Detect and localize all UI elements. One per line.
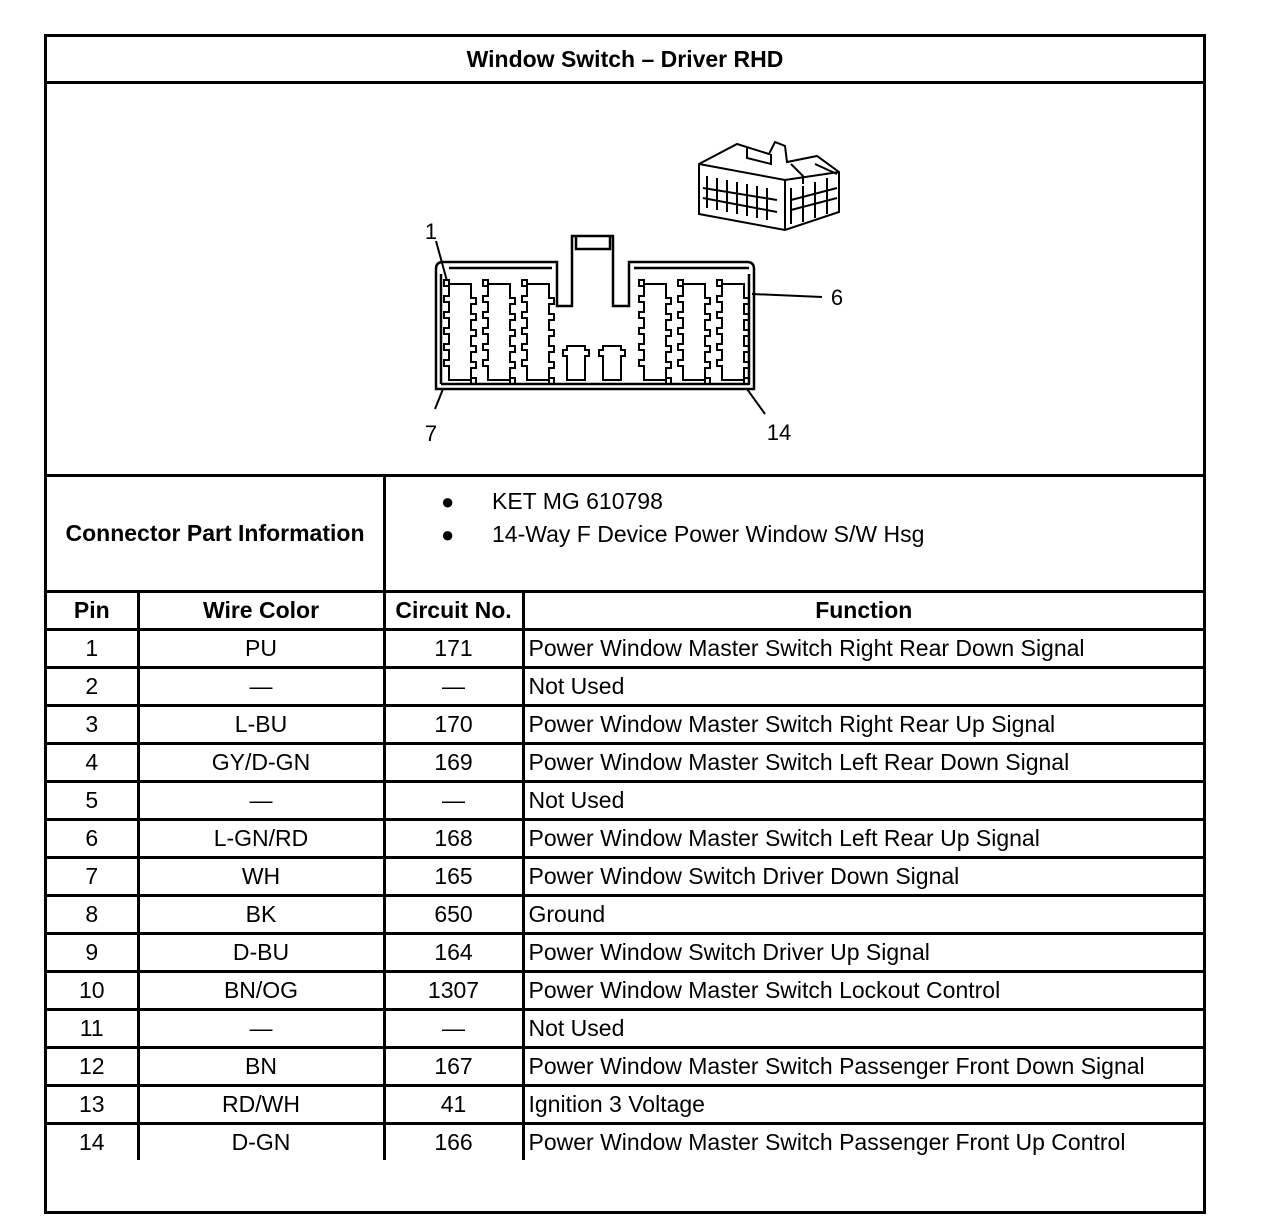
cell-wire-color: BN	[138, 1048, 384, 1086]
cell-function: Not Used	[523, 1010, 1203, 1048]
callout-pin-7: 7	[424, 421, 438, 446]
bullet-icon: ●	[441, 522, 455, 547]
bullet-icon: ●	[441, 489, 455, 514]
cell-pin: 14	[47, 1124, 138, 1161]
cell-pin: 2	[47, 668, 138, 706]
pin-cavities	[444, 280, 749, 384]
header-pin: Pin	[47, 593, 138, 630]
cell-function: Power Window Master Switch Right Rear Up Signal	[523, 706, 1203, 744]
table-row	[47, 782, 1203, 820]
pin-cavity	[717, 280, 749, 384]
cell-pin: 1	[47, 630, 138, 668]
cell-wire-color: L-BU	[138, 706, 384, 744]
pinout-rows	[47, 630, 1203, 1161]
cell-wire-color: BN/OG	[138, 972, 384, 1010]
table-row	[47, 1124, 1203, 1161]
cell-function: Not Used	[523, 782, 1203, 820]
table-header-row	[47, 593, 1203, 630]
pin-cavity	[483, 280, 515, 384]
cell-function: Not Used	[523, 668, 1203, 706]
cell-circuit: —	[384, 668, 523, 706]
cell-pin: 4	[47, 744, 138, 782]
list-item	[386, 485, 1203, 518]
cell-wire-color: —	[138, 782, 384, 820]
pin-cavity	[563, 346, 589, 380]
header-function: Function	[523, 593, 1203, 630]
cell-function: Power Window Master Switch Right Rear Down Signal	[523, 630, 1203, 668]
part-description: 14-Way F Device Power Window S/W Hsg	[492, 521, 925, 547]
callout-pin-1: 1	[424, 219, 438, 244]
pin-cavity	[444, 280, 476, 384]
header-circuit: Circuit No.	[384, 593, 523, 630]
connector-sheet	[44, 34, 1206, 1214]
cell-function: Ignition 3 Voltage	[523, 1086, 1203, 1124]
cell-circuit: 164	[384, 934, 523, 972]
cell-wire-color: D-GN	[138, 1124, 384, 1161]
cell-wire-color: WH	[138, 858, 384, 896]
cell-pin: 3	[47, 706, 138, 744]
cell-pin: 7	[47, 858, 138, 896]
connector-part-info-list	[386, 477, 1203, 598]
list-item	[386, 518, 1203, 551]
cell-wire-color: RD/WH	[138, 1086, 384, 1124]
cell-circuit: —	[384, 1010, 523, 1048]
cell-pin: 12	[47, 1048, 138, 1086]
cell-pin: 10	[47, 972, 138, 1010]
cell-wire-color: GY/D-GN	[138, 744, 384, 782]
table-row	[47, 668, 1203, 706]
pin-cavity	[639, 280, 671, 384]
pin-cavity	[522, 280, 554, 384]
cell-function: Power Window Master Switch Passenger Front Up Control	[523, 1124, 1203, 1161]
callout-pin-14: 14	[766, 420, 792, 445]
cell-circuit: 167	[384, 1048, 523, 1086]
cell-pin: 9	[47, 934, 138, 972]
cell-circuit: 166	[384, 1124, 523, 1161]
cell-circuit: 169	[384, 744, 523, 782]
cell-pin: 8	[47, 896, 138, 934]
cell-pin: 5	[47, 782, 138, 820]
pin-cavity	[599, 346, 625, 380]
cell-circuit: 650	[384, 896, 523, 934]
cell-circuit: 170	[384, 706, 523, 744]
cell-circuit: 1307	[384, 972, 523, 1010]
table-row	[47, 820, 1203, 858]
pin-cavity	[678, 280, 710, 384]
table-row	[47, 1010, 1203, 1048]
pinout-table	[47, 593, 1203, 1160]
cell-wire-color: PU	[138, 630, 384, 668]
connector-face-drawing	[47, 84, 1203, 474]
connector-part-info	[47, 477, 1203, 593]
table-row	[47, 934, 1203, 972]
cell-function: Power Window Master Switch Passenger Front Down Signal	[523, 1048, 1203, 1086]
part-number: KET MG 610798	[492, 488, 663, 514]
cell-circuit: 168	[384, 820, 523, 858]
cell-function: Power Window Master Switch Lockout Control	[523, 972, 1203, 1010]
cell-pin: 6	[47, 820, 138, 858]
cell-wire-color: —	[138, 1010, 384, 1048]
table-row	[47, 896, 1203, 934]
callout-pin-6: 6	[830, 285, 844, 310]
cell-pin: 13	[47, 1086, 138, 1124]
table-row	[47, 972, 1203, 1010]
cell-wire-color: L-GN/RD	[138, 820, 384, 858]
cell-function: Power Window Master Switch Left Rear Up Signal	[523, 820, 1203, 858]
cell-wire-color: D-BU	[138, 934, 384, 972]
cell-function: Power Window Master Switch Left Rear Down Signal	[523, 744, 1203, 782]
cell-function: Power Window Switch Driver Up Signal	[523, 934, 1203, 972]
connector-3d-thumbnail	[699, 142, 839, 230]
table-row	[47, 858, 1203, 896]
cell-function: Ground	[523, 896, 1203, 934]
table-row	[47, 630, 1203, 668]
table-row	[47, 1086, 1203, 1124]
header-wire-color: Wire Color	[138, 593, 384, 630]
sheet-title: Window Switch – Driver RHD	[47, 37, 1203, 84]
connector-part-info-label: Connector Part Information	[47, 477, 386, 590]
cell-circuit: 171	[384, 630, 523, 668]
table-row	[47, 706, 1203, 744]
connector-diagram	[47, 84, 1203, 477]
cell-wire-color: BK	[138, 896, 384, 934]
cell-circuit: —	[384, 782, 523, 820]
cell-wire-color: —	[138, 668, 384, 706]
cell-circuit: 165	[384, 858, 523, 896]
table-row	[47, 1048, 1203, 1086]
table-row	[47, 744, 1203, 782]
cell-circuit: 41	[384, 1086, 523, 1124]
cell-pin: 11	[47, 1010, 138, 1048]
cell-function: Power Window Switch Driver Down Signal	[523, 858, 1203, 896]
